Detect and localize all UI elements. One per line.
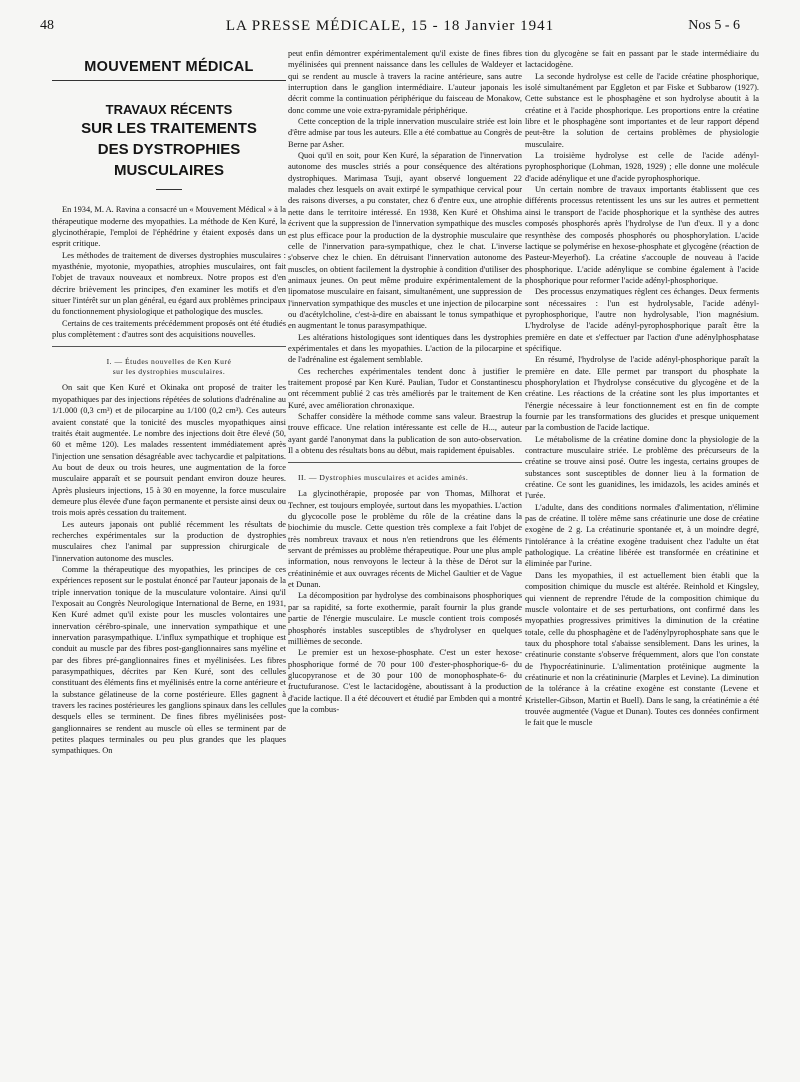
article-title-line: SUR LES TRAITEMENTS [81,120,257,138]
title-rule [156,189,182,190]
paragraph: La glycinothérapie, proposée par von Thomas, Milhorat et Techner, est toujours employée, surtout dans les myopathies. L'action du glycocolle pose le problème du rôle de la créatine dans la biochimie du muscle. Cette question très complexe a fait l'objet de très nombreux travaux et nous n'en retiendrons que les éléments servant de prémisses au problème thérapeutique. Pour une plus ample information, nous renvoyons le lecteur à la thèse de Dérot sur la créatininémie et aux ouvrages récents de Michel Gaultier et de Vague et Dunan. [288,489,522,590]
section-heading-line: sur les dystrophies musculaires. [112,367,226,377]
paragraph: Des processus enzymatiques règlent ces échanges. Deux ferments sont nécessaires : l'un est hydrolysable, l'acide adényl-pyrophosphorique, l'autre non hydrolysable, l'ion magnésium. L'hydrolyse de l'acide adényl-pyrophosphorique paraît être la première en date et s'effectuer par l'action d'une adénylphosphatase spécifique. [525,287,759,353]
paragraph: La décomposition par hydrolyse des combinaisons phosphoriques par sa rapidité, sa forte exothermie, paraît fournir la plus grande partie de l'énergie musculaire. Le muscle contient trois composés phosphorés instables susceptibles de s'hydrolyser en quelques millièmes de seconde. [288,591,522,646]
section-kicker: MOUVEMENT MÉDICAL [84,59,254,75]
kicker-rule [52,80,286,81]
paragraph: En résumé, l'hydrolyse de l'acide adényl-phosphorique paraît la première en date. Elle permet par transport du phosphate la phosphorylation et l'hydrolyse consécutive du glycogène et de la créatine. Les réactions de la créatine sont les plus importantes et l'énergie nécessaire à leur fonctionnement est en fin de compte fournie par les transformations des glucides et presque uniquement par la combustion de l'acide lactique. [525,355,759,433]
article-title-line: TRAVAUX RÉCENTS [105,102,233,118]
paragraph: La seconde hydrolyse est celle de l'acide créatine phosphorique, isolé simultanément par Eggleton et par Fiske et Subbarow (1927). Cette substance est le phosphagène et son hydrolyse aboutit à la créatine et à l'acide phosphorique. Les proportions entre la créatine libre et le phosphagène sont importantes et de leur rapport dépend peut-être la solution de certains problèmes de physiologie musculaire. [525,71,759,149]
paragraph: Dans les myopathies, il est actuellement bien établi que la composition chimique du muscle est altérée. Reinhold et Kingsley, qui viennent de reprendre l'étude de la composition chimique du muscle volontaire et de ses perturbations, ont confirmé dans les myopathies progressives primitives la diminution de la créatine totale, celle du phosphagène et de l'adénylpyrophosphate sans que le taux du phosphore total s'abaisse sensiblement. Dans les urines, la créatinurie constante s'observe fréquemment, alors que l'on constate de l'hypocréatininurie. L'alimentation protéinique augmente la créatinurie et non la créatininurie (Marples et Levine). La diminution de la tolérance à la créatine exogène est constante (Levene et Kristeller-Gibson, Martin et Buell). Dans le sang, la créatinémie a été trouvée augmentée (Vague et Dunan). Toutes ces données confirment le fait que le muscle [525,570,759,728]
article-title-line: MUSCULAIRES [113,162,224,180]
paragraph: Ces recherches expérimentales tendent donc à justifier le traitement proposé par Ken Kuré. Paulian, Tudor et Constantinescu ont récemment publié 2 cas très améliorés par le traitement de Ken Kuré, avec amélioration chronaxique. [288,366,522,410]
paragraph: Quoi qu'il en soit, pour Ken Kuré, la séparation de l'innervation autonome des muscles striés a pour conséquence des altérations dystrophiques. Marimasa Tsuji, ayant observé longuement 22 malades chez lesquels on avait extirpé le sympathique cervical pour des raisons diverses, a pu constater, chez 6 d'entre eux, une atrophie nette dans le territoire intéressé. En 1938, Ken Kuré et Ohshima écrivent que la suppression de l'innervation sympathique des muscles est plus efficace pour la production de la dystrophie musculaire que celle de l'innervation para-sympathique, chez le chat. L'inverse s'observe chez le chien. En détruisant l'innervation autonome des muscles, on obtient facilement la dystrophie à condition d'utiliser des animaux jeunes. On peut même produire expérimentalement de la lipomatose musculaire en faisant, simultanément, une suppression de l'innervation sympathique des muscles et une injection de pilocarpine ou d'acétylcholine, c'est-à-dire en abaissant le tonus sympathique et en augmentant le tonus parasympathique. [288,151,522,331]
column-2 [288,48,522,1078]
paragraph: Le métabolisme de la créatine domine donc la physiologie de la contracture musculaire striée. Le problème des précurseurs de la créatine se trouve ainsi posé. Outre les ingesta, certains groupes de substances sont susceptibles de donner lieu à la formation de créatine. Ce sont les guanidines, les imidazols, les acides aminés et l'urée. [525,434,759,501]
section-heading-line: I. — Études nouvelles de Ken Kuré [106,357,232,367]
column-3 [525,48,759,1078]
paragraph: Certains de ces traitements précédemment proposés ont été étudiés plus complètement : d'autres sont des acquisitions nouvelles. [52,318,286,340]
column-1 [52,48,286,1078]
paragraph: On sait que Ken Kuré et Okinaka ont proposé de traiter les myopathiques par des injections répétées de solutions d'adrénaline au 1/1.000 (0,3 cm³) et de pilocarpine au 1/100 (0,2 cm³). Ces auteurs avaient constaté que la tonicité des muscles myopathiques ainsi traités était augmentée. Le nombre des injections doit être élevé (50, 60 et même 120). Les malades ressentent immédiatement après l'injection une sensation désagréable avec tachycardie et palpitations. Au bout de deux ou trois heures, une augmentation de la force musculaire apparaît et se poursuit pendant environ douze heures. Après plusieurs injections, 15 à 30 en moyenne, la force musculaire demeure plus élevée d'une façon permanente et persiste ainsi deux ou trois mois après cessation du traitement. [52,383,286,518]
section-heading: II. — Dystrophies musculaires et acides aminés. [298,473,469,483]
paragraph: Le premier est un hexose-phosphate. C'est un ester hexose-phosphorique formé de 70 pour 100 d'ester-phosphorique-6- du glucopyranose et de 30 pour 100 de monophosphate-6- du fructufuranose. C'est le lactacidogène, aboutissant à la production d'acide lactique. Il a été découvert et étudié par Embden qui a montré que la combus- [288,648,522,714]
paragraph: peut enfin démontrer expérimentalement qu'il existe de fines fibres myélinisées qui prennent naissance dans les cellules de Waldeyer et qui se rendent au muscle à travers la racine antérieure, sans autre interruption dans le ganglion intermédiaire. L'auteur japonais les décrit comme la continuation périphérique du faisceau de Monakow, donc comme une voie extra-pyramidale périphérique. [288,49,522,115]
section-separator [288,462,522,463]
paragraph: Un certain nombre de travaux importants établissent que ces différents processus retentissent les uns sur les autres et permettent ainsi le transport de l'acide phosphorique et la synthèse des autres composés phosphorés après l'hydrolyse de l'un d'eux. Il y a donc resynthèse des composés phosphorés ou phosphorylation. L'acide lactique se polymérise en hexose-phosphate et glycogène (réaction de Pasteur-Meyerhof). La créatine s'accouple de nouveau à l'acide phosphorique. L'acide adénylique se combine également à l'acide phosphorique pour reformer l'acide adényl-phosphorique. [525,185,759,285]
section-separator [52,346,286,347]
paragraph: Cette conception de la triple innervation musculaire striée est loin d'être admise par tous les auteurs. Elle a été combattue au Congrès de Berne par Asher. [288,117,522,149]
issue-number: Nos 5 - 6 [688,18,740,33]
paragraph: tion du glycogène se fait en passant par le stade intermédiaire du lactacidogène. [525,49,759,70]
paragraph: Les auteurs japonais ont publié récemment les résultats de recherches expérimentales sur la production de dystrophies musculaires chez l'animal par suppression chirurgicale de l'innervation autonome des muscles. [52,519,286,563]
paragraph: Les méthodes de traitement de diverses dystrophies musculaires : myasthénie, myotonie, myopathies, atrophies musculaires, ont fait l'objet de travaux nouveaux et nombreux. Notre propos est d'en décrire brièvement les principes, d'en examiner les motifs et d'en situer l'intérêt sur un plan général, eu égard aux problèmes principaux du fonctionnement physiologique et pathologique des muscles. [52,250,286,317]
page-number: 48 [40,18,54,33]
paragraph: En 1934, M. A. Ravina a consacré un « Mouvement Médical » à la thérapeutique moderne des myopathies. La méthode de Ken Kuré, la glycinothérapie, l'emploi de l'éphédrine y étaient exposés dans un esprit critique. [52,205,286,249]
paragraph: Schaffer considère la méthode comme sans valeur. Braestrup la trouve efficace. Une relation intéressante est celle de H..., auteur ayant gardé l'anonymat dans la publication de son auto-observation. Il a obtenu des résultats bons au début, mais rapidement épuisables. [288,412,522,456]
journal-title: LA PRESSE MÉDICALE, 15 - 18 Janvier 1941 [225,18,555,34]
paragraph: La troisième hydrolyse est celle de l'acide adényl-pyrophosphorique (Lohman, 1928, 1929) ; elle donne une molécule d'acide adénylique et une d'acide pyrophosphorique. [525,151,759,183]
page-header [40,18,740,40]
section-heading [52,357,286,377]
article-title [52,101,286,181]
article-title-line: DES DYSTROPHIES [97,141,241,159]
paragraph: Les altérations histologiques sont identiques dans les dystrophies expérimentales et dans les myopathies. L'action de la pilocarpine et de l'adrénaline est également semblable. [288,332,522,365]
paragraph: L'adulte, dans des conditions normales d'alimentation, n'élimine pas de créatine. Il tolère même sans créatinurie une dose de créatine exogène de 2 g. La créatinurie spontanée et, à un moindre degré, l'intolérance à la créatine exogène traduisent chez l'adulte un état pathologique. La créatine libérée est transformée en créatinine et éliminée par l'urine. [525,502,759,569]
paragraph: Comme la thérapeutique des myopathies, les principes de ces expériences reposent sur le postulat énoncé par l'auteur japonais de la triple innervation tonique de la musculature volontaire. Ainsi qu'il l'exposait au Congrès Neurologique International de Berne, en 1931, Ken Kuré admet qu'il existe pour les muscles volontaires une innervation cérébro-spinale, une innervation sympathique et une innervation parasympathique. L'influx sympathique et trophique est conduit au muscle par des fibres post-ganglionnaires sans myéline et par des fibres pré-ganglionnaires fines et myélinisées. Les fibres parasympathiques, décrites par Ken Kuré, sont des cellules constituant des éléments fins et myélinisés entre la corne antérieure et la substance gélatineuse de la corne postérieure. Elles gagnent à travers les racines postérieures les ganglions spinaux dans les cellules desquels elles se terminent. De fines fibres myélinisées post-ganglionnaires se rendent au muscle où elles se terminent par de petites plaques terminales ou peu plus grandes que les plaques sympathiques. On [52,564,286,756]
